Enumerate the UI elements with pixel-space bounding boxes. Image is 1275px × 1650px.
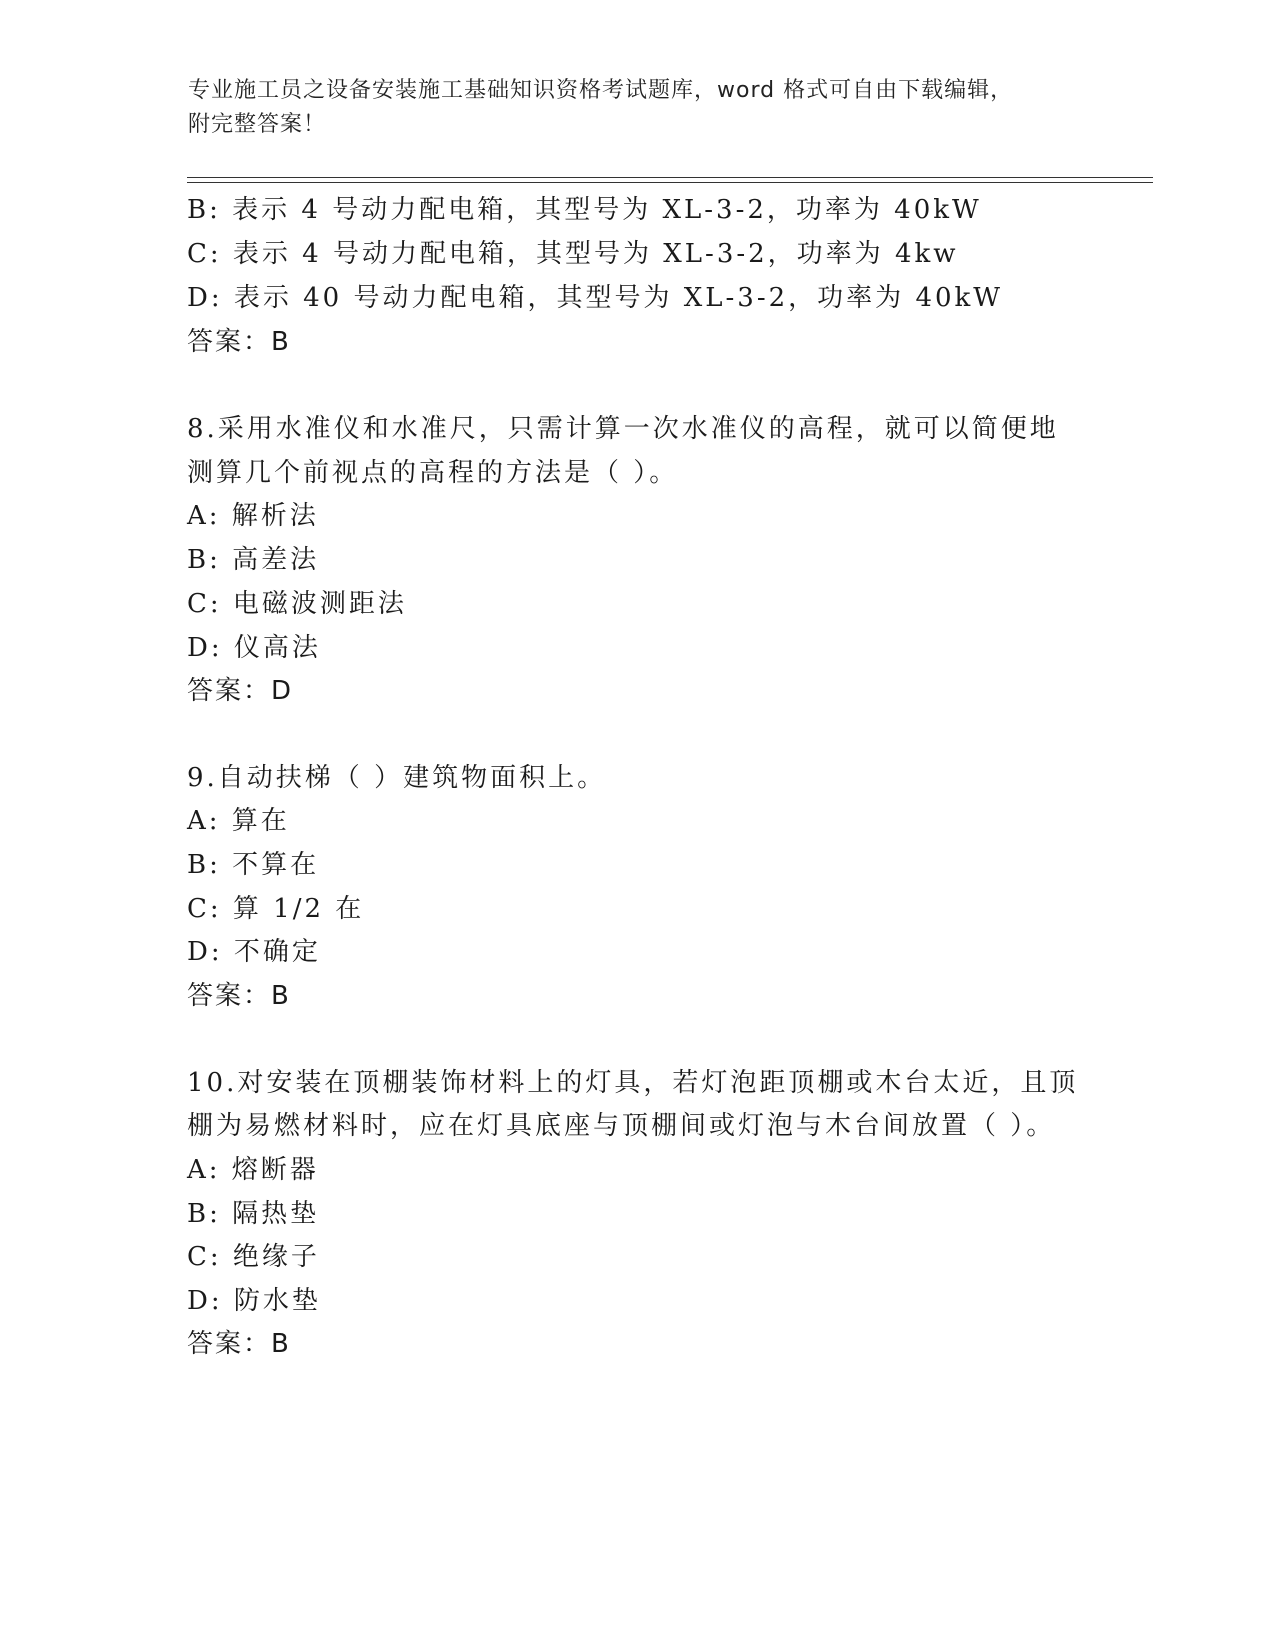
q10-stem-line-1: 10.对安装在顶棚装饰材料上的灯具，若灯泡距顶棚或木台太近，且顶 (187, 1068, 1079, 1098)
q9-option-c: C: 算 1/2 在 (187, 894, 365, 924)
q9-option-d: D: 不确定 (187, 937, 321, 967)
q10-option-d: D: 防水垫 (187, 1286, 321, 1316)
q8-answer: 答案：D (187, 676, 294, 706)
header-title-line-2: 附完整答案！ (188, 112, 327, 137)
q7-option-b: B: 表示 4 号动力配电箱，其型号为 XL-3-2，功率为 40kW (187, 195, 982, 225)
q8-option-c: C: 电磁波测距法 (187, 589, 407, 619)
q7-option-d: D: 表示 40 号动力配电箱，其型号为 XL-3-2，功率为 40kW (187, 283, 1004, 313)
q8-option-b: B: 高差法 (187, 545, 320, 575)
q10-answer: 答案：B (187, 1329, 291, 1359)
q10-option-c: C: 绝缘子 (187, 1242, 320, 1272)
q10-option-b: B: 隔热垫 (187, 1199, 320, 1229)
q9-option-a: A: 算在 (187, 806, 290, 836)
q9-answer: 答案：B (187, 981, 291, 1011)
q9-stem-line-1: 9.自动扶梯（ ）建筑物面积上。 (187, 763, 607, 793)
header-title-line-1: 专业施工员之设备安装施工基础知识资格考试题库，word 格式可自由下载编辑， (188, 78, 1014, 103)
q8-option-a: A: 解析法 (187, 501, 319, 531)
header-divider-top (187, 177, 1153, 178)
q7-answer: 答案：B (187, 327, 291, 357)
header-divider-bottom (187, 182, 1153, 183)
q9-option-b: B: 不算在 (187, 850, 320, 880)
q10-stem-line-2: 棚为易燃材料时，应在灯具底座与顶棚间或灯泡与木台间放置（ ）。 (187, 1111, 1056, 1141)
q8-stem-line-2: 测算几个前视点的高程的方法是（ ）。 (187, 458, 679, 488)
q10-option-a: A: 熔断器 (187, 1155, 319, 1185)
q8-option-d: D: 仪高法 (187, 633, 321, 663)
q7-option-c: C: 表示 4 号动力配电箱，其型号为 XL-3-2，功率为 4kw (187, 239, 959, 269)
document-header (188, 74, 1088, 142)
q8-stem-line-1: 8.采用水准仪和水准尺，只需计算一次水准仪的高程，就可以简便地 (187, 414, 1059, 444)
